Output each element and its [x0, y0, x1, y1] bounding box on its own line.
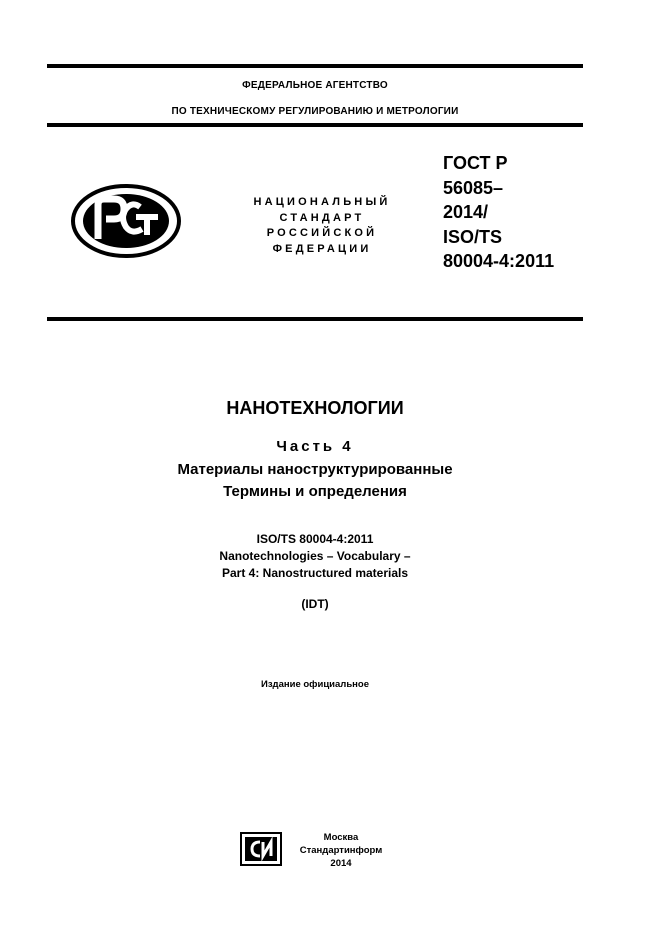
document-title: НАНОТЕХНОЛОГИИ: [226, 398, 404, 418]
publisher-city: Москва: [323, 832, 359, 843]
publisher-info: [291, 831, 391, 870]
publication-year: 2014: [330, 858, 352, 869]
iso-reference-line: Part 4: Nanostructured materials: [221, 566, 409, 580]
gost-number-line: 2014/: [443, 202, 489, 222]
part-label: Часть 4: [276, 438, 354, 455]
standard-block-rule: [47, 317, 583, 321]
agency-name-line1: ФЕДЕРАЛЬНОЕ АГЕНТСТВО: [242, 80, 388, 91]
idt-label: (IDT): [301, 597, 329, 611]
iso-reference-line: Nanotechnologies – Vocabulary –: [219, 549, 411, 563]
standartinform-logo-icon: [240, 832, 282, 866]
publisher-name: Стандартинформ: [299, 845, 383, 856]
national-standard-line: ФЕДЕРАЦИИ: [272, 242, 372, 255]
subtitle-line: Материалы наноструктурированные: [177, 461, 453, 478]
gost-number-line: ГОСТ Р: [443, 153, 508, 173]
gost-r-logo-icon: [70, 183, 182, 259]
subtitle-line: Термины и определения: [223, 483, 407, 500]
national-standard-line: НАЦИОНАЛЬНЫЙ: [253, 196, 391, 208]
header-rule: [47, 123, 583, 127]
gost-number: [443, 151, 583, 274]
international-reference: [47, 531, 583, 582]
agency-name-line2: ПО ТЕХНИЧЕСКОМУ РЕГУЛИРОВАНИЮ И МЕТРОЛОГИИ: [171, 106, 459, 117]
edition-label: Издание официальное: [261, 679, 369, 690]
gost-number-line: 80004-4:2011: [443, 251, 555, 271]
gost-number-line: 56085–: [443, 177, 504, 198]
national-standard-line: СТАНДАРТ: [279, 211, 365, 224]
iso-reference-line: ISO/TS 80004-4:2011: [256, 532, 374, 546]
top-rule: [47, 64, 583, 68]
document-subtitle: [47, 459, 583, 503]
gost-number-line: ISO/TS: [443, 226, 503, 247]
national-standard-label: [232, 195, 412, 257]
national-standard-line: РОССИЙСКОЙ: [266, 227, 378, 239]
